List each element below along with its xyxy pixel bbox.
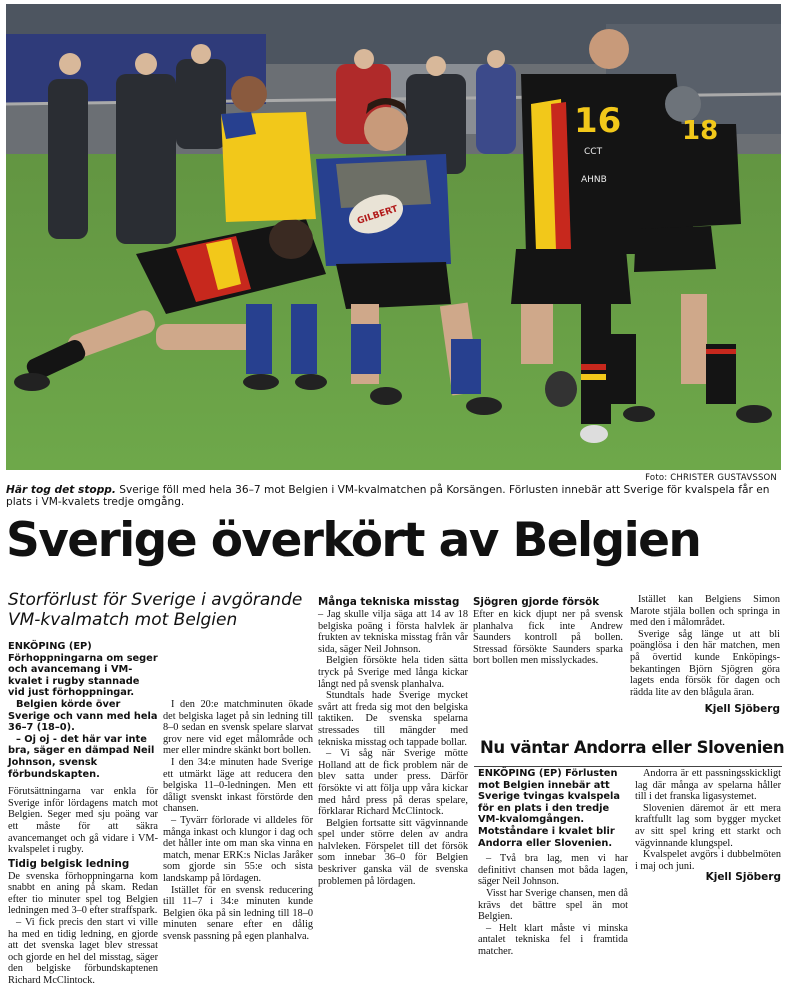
subheading: Tidig belgisk ledning bbox=[8, 857, 130, 870]
dateline: ENKÖPING (EP) bbox=[478, 768, 562, 779]
body-paragraph: De svenska förhoppningarna kom snabbt en aning på skam. Redan efter tio minuter spel tog Belgien ledningen med 3–0 efter straffspark. bbox=[8, 870, 158, 917]
article-column-5 bbox=[630, 594, 780, 716]
body-paragraph: I den 34:e minuten hade Sverige ett utmärkt läge att reducera den belgiska 11–0-ledningen. Men ett dåligt svenskt inkast förstörde den chansen. bbox=[163, 756, 313, 815]
body-paragraph: – Två bra lag, men vi har definitivt chansen mot båda lagen, säger Neil Johnson. bbox=[478, 853, 628, 888]
body-paragraph: Belgien fortsatte sitt vägvinnande spel under större delen av andra halvleken. Förspelet till det försök som innebar 36–0 för Belgien beskriver ganska väl de svenska problemen på lördagen. bbox=[318, 817, 468, 887]
shirt-sponsor-2: AHNB bbox=[581, 175, 607, 185]
article2-column-2 bbox=[635, 768, 781, 884]
jersey-number-18: 18 bbox=[682, 116, 719, 146]
byline-signature: Kjell Sjöberg bbox=[704, 703, 780, 716]
article-column-2 bbox=[163, 699, 313, 942]
article2-column-1 bbox=[478, 768, 628, 958]
body-paragraph: Istället kan Belgiens Simon Marote stjäla bollen och springa in med den i målområdet. bbox=[630, 594, 780, 629]
jersey-number-16: 16 bbox=[574, 101, 622, 141]
dateline: ENKÖPING (EP) bbox=[8, 641, 92, 652]
body-paragraph: I den 20:e matchminuten ökade det belgiska laget på sin ledning till 8–0 sedan en svensk spelare slarvat grov nere vid eget målområde och mer eller mindre skänkt bort bollen. bbox=[163, 699, 313, 757]
lead-paragraph: ENKÖPING (EP) Förlusten mot Belgien innebär att Sverige tvingas kvalspela för en plats i den tredje VM-kvalomgången. Motståndare i kvalet blir Andorra eller Slovenien. bbox=[478, 768, 620, 849]
subheading: Sjögren gjorde försök bbox=[473, 596, 600, 608]
divider bbox=[474, 766, 782, 767]
caption-text: Sverige föll med hela 36–7 mot Belgien i VM-kvalmatchen på Korsängen. Förlusten innebär att Sverige för kvalspela får en plats i VM-kvalets tredje omgång. bbox=[6, 484, 770, 508]
article-column-3 bbox=[318, 594, 468, 887]
body-paragraph: Efter en kick djupt ner på svensk planhalva fick inte Andrew Saunders kontroll på bollen. Stressad försökte Saunders sparka bort bollen men misslyckades. bbox=[473, 609, 623, 667]
body-paragraph: – Tyvärr förlorade vi alldeles för många inkast och klungor i dag och det håller inte om man ska vinna en match, menar ERK:s Niclas Jaråker som gjorde sin 55:e och sista landskamp på lördagen. bbox=[163, 814, 313, 884]
article-column-4 bbox=[473, 594, 623, 667]
body-paragraph: Slovenien däremot är ett mera kraftfullt lag som bygger mycket av sitt spel kring ett starkt och vägvinnande klungspel. bbox=[635, 802, 781, 849]
body-paragraph: Andorra är ett passningsskickligt lag där många av spelarna håller till i det franska ligasystemet. bbox=[635, 768, 781, 803]
subheading: Många tekniska misstag bbox=[318, 596, 460, 608]
body-paragraph: – Vi såg när Sverige mötte Holland att de fick problem när de blev satta under press. Därför försökte vi att följa upp våra kickar med hård press på deras spelare, förklarar Richard McClintock. bbox=[318, 748, 468, 818]
ball-text: GILBERT bbox=[356, 204, 400, 227]
lead-paragraph-2: Belgien körde över Sverige och vann med hela 36–7 (18–0). bbox=[8, 698, 158, 734]
body-paragraph: Förutsättningarna var enkla för Sverige inför lördagens match mot Belgien. Seger med sju poäng var ett måste för att säkra avancemanget och gå vidare i VM-kvalspelet i rugby. bbox=[8, 786, 158, 856]
body-paragraph: Stundtals hade Sverige mycket svårt att freda sig mot den belgiska taktiken. De svenska spelarna stressades till mängder med tekniska misstag och tappade bollar. bbox=[318, 690, 468, 748]
byline-signature: Kjell Sjöberg bbox=[705, 871, 781, 884]
second-article-headline: Nu väntar Andorra eller Slovenien bbox=[480, 738, 785, 757]
article-column-1 bbox=[8, 641, 158, 987]
lead-paragraph: ENKÖPING (EP) Förhoppningarna om seger och avancemang i VM-kvalet i rugby stannade vid just förhoppningar. bbox=[8, 641, 158, 699]
shirt-sponsor: CCT bbox=[584, 147, 603, 157]
body-paragraph: Visst har Sverige chansen, men då krävs det bättre spel än mot Belgien. bbox=[478, 887, 628, 923]
body-paragraph: – Vi fick precis den start vi ville ha med en tidig ledning, en gjorde att det svenska laget blev stressat och gjorde en hel del misstag, säger den belgiske förbundskaptenen Richard McClintock. bbox=[8, 917, 158, 987]
body-paragraph: – Helt klart måste vi minska antalet tekniska fel i framtida matcher. bbox=[478, 922, 628, 957]
body-paragraph: Sverige såg länge ut att bli poänglösa i den här matchen, men på övertid kunde Enköpings-bekantingen Björn Sjögren göra lagets enda försök för dagen och rädda lite av den blågula äran. bbox=[630, 628, 780, 698]
body-paragraph: Kvalspelet avgörs i dubbelmöten i maj och juni. bbox=[635, 849, 781, 872]
body-paragraph: Belgien försökte hela tiden sätta tryck på Sverige med långa kickar långt ned på svensk planhalva. bbox=[318, 655, 468, 690]
caption-lead: Här tog det stopp. bbox=[6, 484, 116, 496]
photo-credit: Foto: CHRISTER GUSTAVSSON bbox=[645, 473, 777, 483]
headline: Sverige överkört av Belgien bbox=[6, 513, 701, 568]
lead-paragraph-3: – Oj oj - det här var inte bra, säger en dämpad Neil Johnson, svensk förbundskapten. bbox=[8, 733, 155, 780]
body-paragraph: – Jag skulle vilja säga att 14 av 18 belgiska poäng i första halvlek är frukten av tekniska misstag från vår sida, säger Neil Johnson. bbox=[318, 609, 468, 655]
rugby-photo bbox=[6, 4, 781, 470]
deck: Storförlust för Sverige i avgörande VM-kvalmatch mot Belgien bbox=[8, 590, 303, 630]
photo-caption bbox=[6, 484, 782, 508]
body-paragraph: Istället för en svensk reducering till 11–7 i 34:e minuten kunde Belgien öka på sin ledning till 18–0 minuten senare efter en dålig svensk passning på egen planhalva. bbox=[163, 884, 313, 942]
